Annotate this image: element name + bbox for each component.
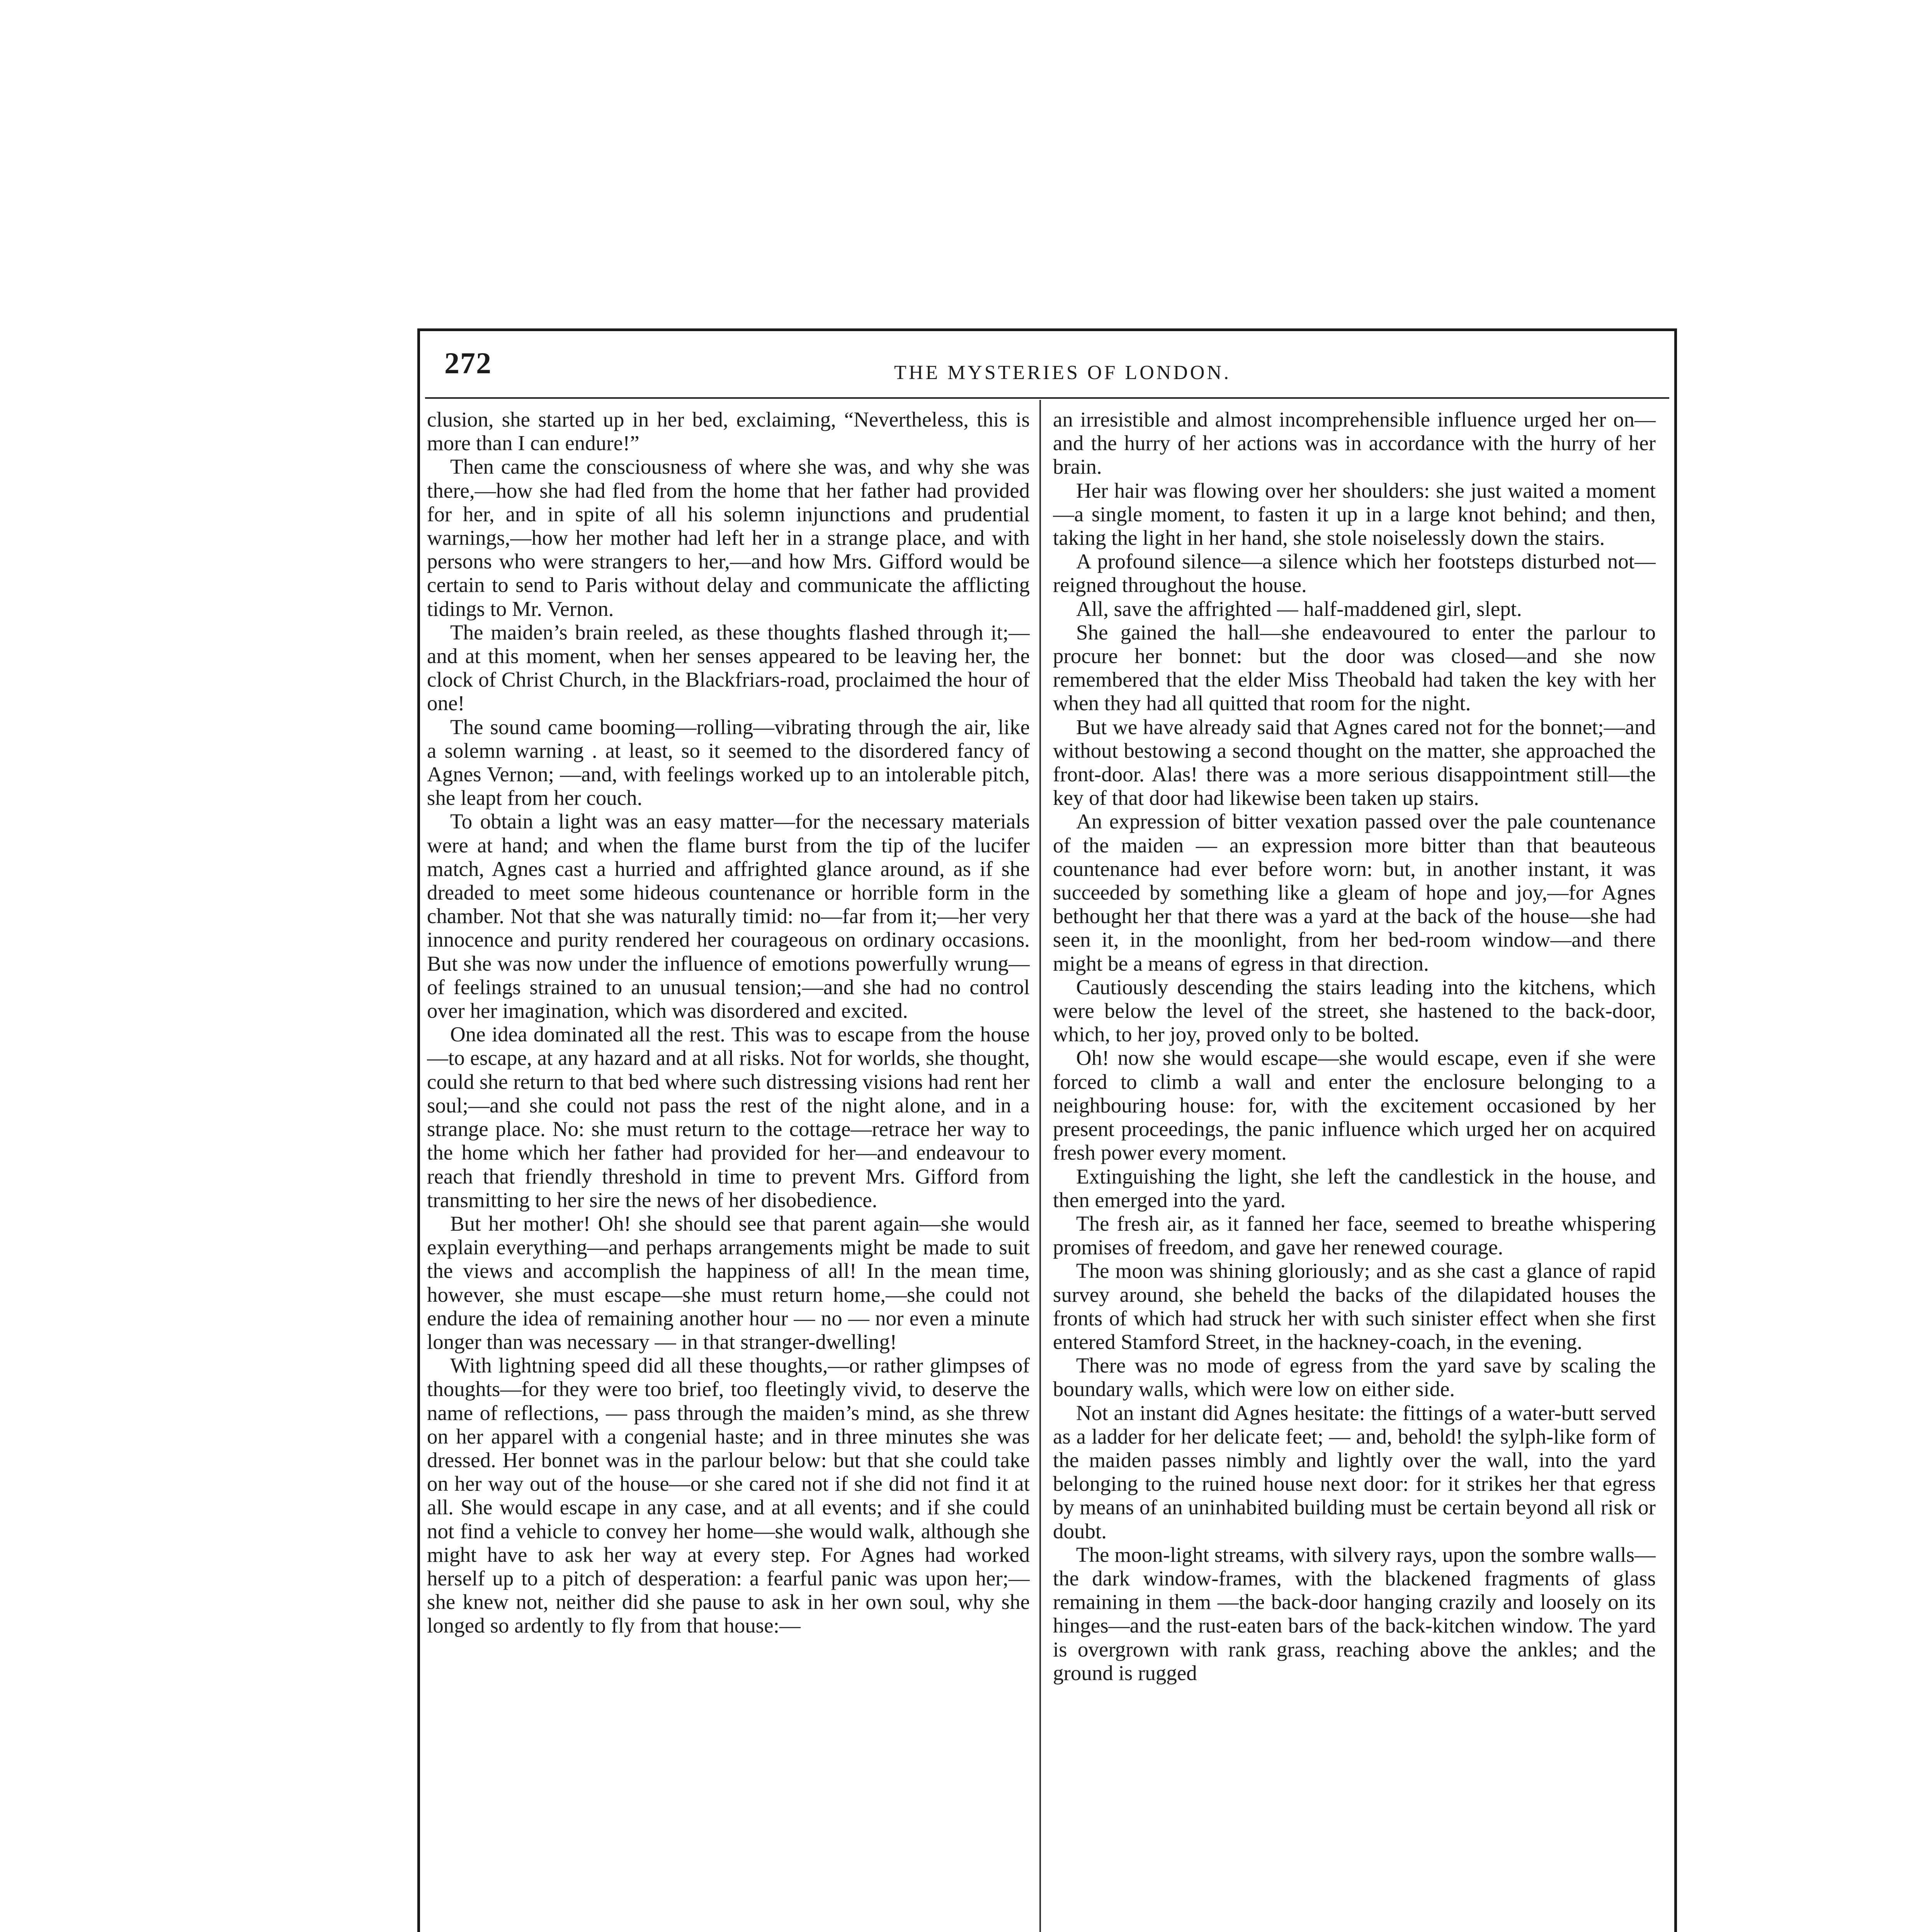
paragraph: There was no mode of egress from the yard save by scaling the boundary walls, which were low on either side.: [1053, 1354, 1656, 1401]
paragraph: an irresistible and almost incomprehensible influence urged her on—and the hurry of her actions was in accordance with the hurry of her brain.: [1053, 408, 1656, 479]
paragraph: She gained the hall—she endeavoured to enter the parlour to procure her bonnet: but the door was closed—and she now remembered that the elder Miss Theobald had taken the key with her when they had all quitted that room for the night.: [1053, 620, 1656, 715]
paragraph: A profound silence—a silence which her footsteps disturbed not—reigned throughout the house.: [1053, 549, 1656, 597]
frame-top-rule: [417, 328, 1677, 331]
right-column: [1053, 408, 1656, 1932]
paragraph: Not an instant did Agnes hesitate: the fittings of a water-butt served as a ladder for her delicate feet; — and, behold! the sylph-like form of the maiden passes nimbly and lightly over the wall, into the yard belonging to the ruined house next door: for it strikes her that egress by means of an uninhabited building must be certain beyond all risk or doubt.: [1053, 1401, 1656, 1543]
paragraph: But her mother! Oh! she should see that parent again—she would explain everything—and perhaps arrangements might be made to suit the views and accomplish the happiness of all! In the mean time, however, she must escape—she must return home,—she could not endure the idea of remaining another hour — no — nor even a minute longer than was necessary — in that stranger-dwelling!: [427, 1211, 1030, 1354]
paragraph: Then came the consciousness of where she was, and why she was there,—how she had fled from the home that her father had provided for her, and in spite of all his solemn injunctions and prudential warnings,—how her mother had left her in a strange place, and with persons who were strangers to her,—and how Mrs. Gifford would be certain to send to Paris without delay and communicate the afflicting tidings to Mr. Vernon.: [427, 455, 1030, 621]
header-rule: [425, 397, 1669, 399]
left-column: [427, 408, 1030, 1932]
paragraph: The fresh air, as it fanned her face, seemed to breathe whispering promises of freedom, and gave her renewed courage.: [1053, 1211, 1656, 1259]
paragraph: The sound came booming—rolling—vibrating through the air, like a solemn warning . at least, so it seemed to the disordered fancy of Agnes Vernon; —and, with feelings worked up to an intolerable pitch, she leapt from her couch.: [427, 715, 1030, 810]
paragraph: The moon was shining gloriously; and as she cast a glance of rapid survey around, she beheld the backs of the dilapidated houses the fronts of which had struck her with such sinister effect when she first entered Stamford Street, in the hackney-coach, in the evening.: [1053, 1259, 1656, 1354]
paragraph: The moon-light streams, with silvery rays, upon the sombre walls—the dark window-frames, with the blackened fragments of glass remaining in them —the back-door hanging crazily and loosely on its hinges—and the rust-eaten bars of the back-kitchen window. The yard is overgrown with rank grass, reaching above the ankles; and the ground is rugged: [1053, 1543, 1656, 1685]
paragraph: The maiden’s brain reeled, as these thoughts flashed through it;—and at this moment, when her senses appeared to be leaving her, the clock of Christ Church, in the Blackfriars-road, proclaimed the hour of one!: [427, 620, 1030, 715]
paragraph: All, save the affrighted — half-maddened girl, slept.: [1076, 597, 1522, 621]
paragraph: Cautiously descending the stairs leading into the kitchens, which were below the level of the street, she hastened to the back-door, which, to her joy, proved only to be bolted.: [1053, 975, 1656, 1046]
paragraph: But we have already said that Agnes cared not for the bonnet;—and without bestowing a second thought on the matter, she approached the front-door. Alas! there was a more serious disappointment still—the key of that door had likewise been taken up stairs.: [1053, 715, 1656, 810]
paragraph: Oh! now she would escape—she would escape, even if she were forced to climb a wall and enter the enclosure belonging to a neighbouring house: for, with the excitement occasioned by her present proceedings, the panic influence which urged her on acquired fresh power every moment.: [1053, 1046, 1656, 1165]
paragraph: An expression of bitter vexation passed over the pale countenance of the maiden — an expression more bitter than that beauteous countenance had ever before worn: but, in another instant, it was succeeded by something like a gleam of hope and joy,—for Agnes bethought her that there was a yard at the back of the house—she had seen it, in the moonlight, from her bed-room window—and there might be a means of egress in that direction.: [1053, 810, 1656, 975]
paragraph: To obtain a light was an easy matter—for the necessary materials were at hand; and when the flame burst from the tip of the lucifer match, Agnes cast a hurried and affrighted glance around, as if she dreaded to meet some hideous countenance or horrible form in the chamber. Not that she was naturally timid: no—far from it;—her very innocence and purity rendered her courageous on ordinary occasions. But she was now under the influence of emotions powerfully wrung—of feelings strained to an unusual tension;—and she had no control over her imagination, which was disordered and excited.: [427, 810, 1030, 1023]
paragraph: One idea dominated all the rest. This was to escape from the house—to escape, at any hazard and at all risks. Not for worlds, she thought, could she return to that bed where such distressing visions had rent her soul;—and she could not pass the rest of the night alone, and in a strange place. No: she must return to the cottage—retrace her way to the home which her father had provided for her—and endeavour to reach that friendly threshold in time to prevent Mrs. Gifford from transmitting to her sire the news of her disobedience.: [427, 1022, 1030, 1212]
paragraph: With lightning speed did all these thoughts,—or rather glimpses of thoughts—for they were too brief, too fleetingly vivid, to deserve the name of reflections, — pass through the maiden’s mind, as she threw on her apparel with a congenial haste; and in three minutes she was dressed. Her bonnet was in the parlour below: but that she could take on her way out of the house—or she cared not if she did not find it at all. She would escape in any case, and at all events; and if she could not find a vehicle to convey her home—she would walk, although she might have to ask her way at every step. For Agnes had worked herself up to a pitch of desperation: a fearful panic was upon her;—she knew not, neither did she pause to ask in her own soul, why she longed so ardently to fly from that house:—: [427, 1354, 1030, 1638]
paragraph: Extinguishing the light, she left the candlestick in the house, and then emerged into the yard.: [1053, 1164, 1656, 1212]
column-divider: [1039, 400, 1041, 1932]
paragraph: Her hair was flowing over her shoulders: she just waited a moment—a single moment, to fasten it up in a large knot behind; and then, taking the light in her hand, she stole noiselessly down the stairs.: [1053, 478, 1656, 550]
page-number: 272: [444, 346, 492, 380]
paragraph: clusion, she started up in her bed, exclaiming, “Nevertheless, this is more than I can endure!”: [427, 408, 1030, 455]
running-title: THE MYSTERIES OF LONDON.: [894, 362, 1231, 384]
